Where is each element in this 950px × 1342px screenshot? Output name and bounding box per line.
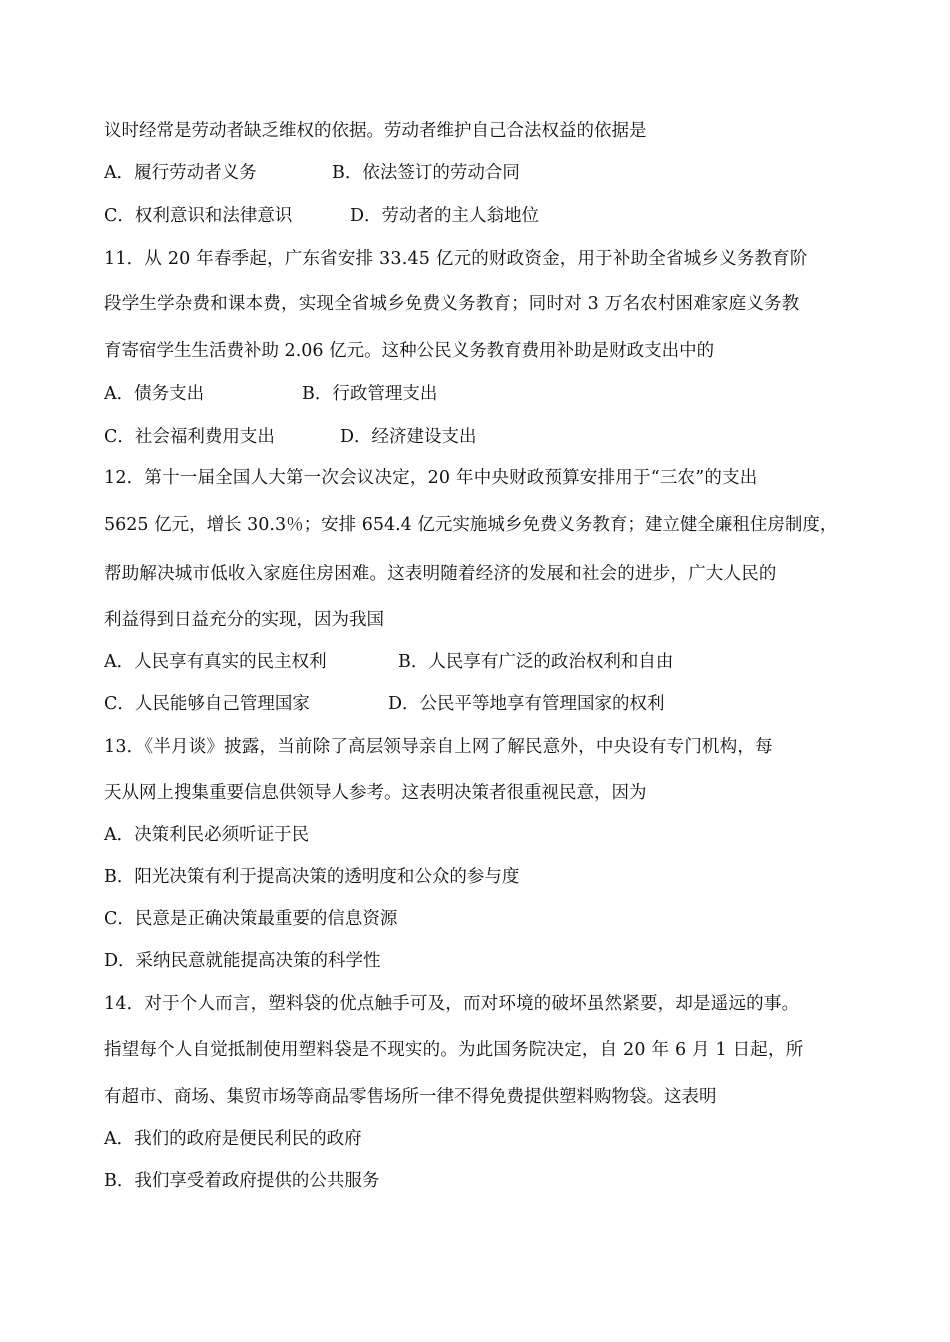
q10-option-b: B．依法签订的劳动合同 bbox=[332, 163, 520, 183]
q11-stem-line-3: 育寄宿学生生活费补助 2.06 亿元。这种公民义务教育费用补助是财政支出中的 bbox=[104, 341, 715, 361]
q13-stem-line-1: 13．《半月谈》披露，当前除了高层领导亲自上网了解民意外，中央设有专门机构，每 bbox=[104, 737, 773, 757]
q11-stem-line-2: 段学生学杂费和课本费，实现全省城乡免费义务教育；同时对 3 万名农村困难家庭义务教 bbox=[104, 294, 800, 314]
q10-stem-tail: 议时经常是劳动者缺乏维权的依据。劳动者维护自己合法权益的依据是 bbox=[104, 121, 647, 141]
q14-stem-line-3: 有超市、商场、集贸市场等商品零售场所一律不得免费提供塑料购物袋。这表明 bbox=[104, 1087, 717, 1107]
q11-stem-line-1: 11．从 20 年春季起，广东省安排 33.45 亿元的财政资金，用于补助全省城乡义务教育阶 bbox=[104, 249, 808, 269]
q10-option-a: A．履行劳动者义务 bbox=[104, 163, 257, 183]
q12-stem-line-4: 利益得到日益充分的实现，因为我国 bbox=[104, 610, 384, 630]
q11-option-a: A．债务支出 bbox=[104, 384, 205, 404]
q12-option-d: D．公民平等地享有管理国家的权利 bbox=[388, 694, 665, 714]
q13-option-a: A．决策利民必须听证于民 bbox=[104, 825, 310, 845]
q12-stem-line-3: 帮助解决城市低收入家庭住房困难。这表明随着经济的发展和社会的进步，广大人民的 bbox=[104, 564, 777, 584]
q11-option-d: D．经济建设支出 bbox=[340, 427, 477, 447]
q14-option-b: B．我们享受着政府提供的公共服务 bbox=[104, 1171, 380, 1191]
q12-option-b: B．人民享有广泛的政治权利和自由 bbox=[398, 652, 674, 672]
q11-option-b: B．行政管理支出 bbox=[302, 384, 438, 404]
q14-option-a: A．我们的政府是便民利民的政府 bbox=[104, 1129, 362, 1149]
q11-option-c: C．社会福利费用支出 bbox=[104, 427, 275, 447]
q12-option-c: C．人民能够自己管理国家 bbox=[104, 694, 310, 714]
q12-option-a: A．人民享有真实的民主权利 bbox=[104, 652, 327, 672]
q10-option-d: D．劳动者的主人翁地位 bbox=[350, 206, 540, 226]
q13-option-c: C．民意是正确决策最重要的信息资源 bbox=[104, 909, 398, 929]
q12-stem-line-1: 12．第十一届全国人大第一次会议决定，20 年中央财政预算安排用于“三农”的支出 bbox=[104, 468, 758, 488]
q13-option-b: B．阳光决策有利于提高决策的透明度和公众的参与度 bbox=[104, 867, 520, 887]
q14-stem-line-2: 指望每个人自觉抵制使用塑料袋是不现实的。为此国务院决定，自 20 年 6 月 1 日起，所 bbox=[104, 1040, 804, 1060]
q14-stem-line-1: 14．对于个人而言，塑料袋的优点触手可及，而对环境的破坏虽然紧要，却是遥远的事。 bbox=[104, 994, 800, 1014]
q12-stem-line-2: 5625 亿元，增长 30.3％；安排 654.4 亿元实施城乡免费义务教育；建立健全廉租住房制度， bbox=[104, 515, 838, 535]
q13-option-d: D．采纳民意就能提高决策的科学性 bbox=[104, 951, 381, 971]
q10-option-c: C．权利意识和法律意识 bbox=[104, 206, 293, 226]
q13-stem-line-2: 天从网上搜集重要信息供领导人参考。这表明决策者很重视民意，因为 bbox=[104, 783, 647, 803]
